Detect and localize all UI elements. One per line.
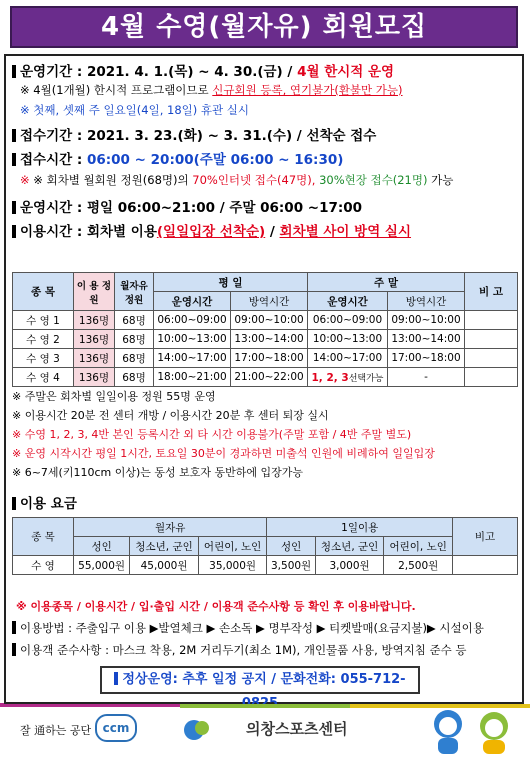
row-weekend-op: 14:00~17:00 [308,349,388,368]
page-title: 4월 수영(월자유) 회원모집 [10,6,518,48]
fee-value: 55,000원 [74,556,130,575]
operation-hours: 운영시간 : 평일 06:00~21:00 / 주말 06:00 ~17:00 [12,196,362,216]
schedule-header-we-op: 운영시간 [308,292,388,311]
row-note [465,330,518,349]
schedule-table [12,272,518,387]
row-weekday-dis: 17:00~18:00 [231,349,308,368]
corporation-logo-icon [182,718,212,742]
row-monthly-capacity: 68명 [115,349,154,368]
fee-header-note: 비고 [453,518,518,556]
row-weekend-op: 06:00~09:00 [308,311,388,330]
schedule-header-weekday: 평 일 [154,273,308,292]
row-weekday-dis: 13:00~14:00 [231,330,308,349]
quota-note: ※ ※ 회차별 월회원 정원(68명)의 70%인터넷 접수(47명), 30%현장 접수(21명) 가능 [20,173,454,187]
row-weekend-dis: 17:00~18:00 [387,349,464,368]
row-weekend-dis: - [387,368,464,387]
row-weekday-dis: 09:00~10:00 [231,311,308,330]
user-rules: 이용객 준수사항 : 마스크 착용, 2M 거리두기(최소 1M), 개인물품 사용, 방역지침 준수 등 [12,642,467,658]
sports-center-name: 의창스포츠센터 [246,720,348,738]
note-weekend-capacity: ※ 주말은 회차별 일일이용 정원 55명 운영 [12,390,216,403]
row-note [465,349,518,368]
schedule-header-wd-dis: 방역시간 [231,292,308,311]
row-name: 수 영 4 [13,368,74,387]
fee-sub-youth: 청소년, 군인 [130,537,199,556]
note-center-open: ※ 이용시간 20분 전 센터 개방 / 이용시간 20분 후 센터 퇴장 실시 [12,409,329,422]
fee-sub-adult-daily: 성인 [267,537,315,556]
note-late-entry: ※ 운영 시작시간 평일 1시간, 토요일 30분이 경과하면 미출석 인원에 비례하여 일일입장 [12,447,435,460]
row-capacity: 136명 [74,311,115,330]
schedule-header-we-dis: 방역시간 [387,292,464,311]
table-row [13,368,518,387]
note-time-restriction: ※ 수영 1, 2, 3, 4반 본인 등록시간 외 타 시간 이용불가(주말 포함 / 4반 주말 별도) [12,428,412,441]
footer-slogan: 잘 通하는 공단 [20,724,92,737]
fee-value-note [453,556,518,575]
mascot-right-icon [474,708,514,756]
registration-period: 접수기간 : 2021. 3. 23.(화) ~ 3. 31.(수) / 선착순 접수 [12,124,376,144]
operation-period: 운영기간 : 2021. 4. 1.(목) ~ 4. 30.(금) / 4월 한시적 운영 [12,60,394,80]
footer [0,708,530,759]
fee-row-name: 수 영 [13,556,74,575]
row-weekday-op: 14:00~17:00 [154,349,231,368]
usage-notice: ※ 이용종목 / 이용시간 / 입·출입 시간 / 이용객 준수사항 등 확인 후 이용바랍니다. [16,600,416,613]
row-weekday-dis: 21:00~22:00 [231,368,308,387]
row-note [465,368,518,387]
registration-time: 접수시간 : 06:00 ~ 20:00(주말 06:00 ~ 16:30) [12,148,343,168]
fee-header-monthly: 월자유 [74,518,267,537]
table-row [13,556,518,575]
row-monthly-capacity: 68명 [115,330,154,349]
row-name: 수 영 3 [13,349,74,368]
row-name: 수 영 2 [13,330,74,349]
note-children: ※ 6~7세(키110cm 이상)는 동성 보호자 동반하에 입장가능 [12,466,304,479]
schedule-header-monthly-capacity: 월자유 정원 [115,273,154,311]
ccm-logo: ccm [95,714,137,742]
row-name: 수 영 1 [13,311,74,330]
table-row [13,349,518,368]
row-monthly-capacity: 68명 [115,311,154,330]
fee-table [12,517,518,575]
table-row [13,311,518,330]
table-row [13,330,518,349]
row-capacity: 136명 [74,368,115,387]
fee-value: 45,000원 [130,556,199,575]
fee-value: 3,000원 [315,556,384,575]
row-weekday-op: 06:00~09:00 [154,311,231,330]
fee-sub-youth-daily: 청소년, 군인 [315,537,384,556]
mascot-left-icon [430,708,466,756]
row-weekend-dis: 13:00~14:00 [387,330,464,349]
fee-header-daily: 1일이용 [267,518,453,537]
schedule-header-capacity: 이 용 정 원 [74,273,115,311]
fee-sub-child: 어린이, 노인 [198,537,267,556]
row-monthly-capacity: 68명 [115,368,154,387]
usage-hours: 이용시간 : 회차별 이용(일일입장 선착순) / 회차별 사이 방역 실시 [12,220,411,240]
fee-title: 이용 요금 [12,492,77,512]
row-note [465,311,518,330]
row-weekday-op: 10:00~13:00 [154,330,231,349]
fee-sub-adult: 성인 [74,537,130,556]
fee-value: 35,000원 [198,556,267,575]
fee-sub-child-daily: 어린이, 노인 [384,537,453,556]
usage-method: 이용방법 : 주출입구 이용 ▶발열체크 ▶ 손소독 ▶ 명부작성 ▶ 티켓발매(요금지불)▶ 시설이용 [12,620,484,636]
row-capacity: 136명 [74,330,115,349]
row-weekend-dis: 09:00~10:00 [387,311,464,330]
period-note: ※ 4월(1개월) 한시적 프로그램이므로 신규회원 등록, 연기불가(환불만 가능) [20,83,403,97]
fee-value: 2,500원 [384,556,453,575]
schedule-header-note: 비 고 [465,273,518,311]
schedule-header-item: 종 목 [13,273,74,311]
row-weekend-op: 10:00~13:00 [308,330,388,349]
schedule-header-weekend: 주 말 [308,273,465,292]
row-weekend-op: 1, 2, 3선택가능 [308,368,388,387]
fee-value: 3,500원 [267,556,315,575]
row-capacity: 136명 [74,349,115,368]
schedule-header-wd-op: 운영시간 [154,292,231,311]
contact-box: 정상운영: 추후 일정 공지 / 문화전화: 055-712- [100,666,420,694]
fee-header-item: 종 목 [13,518,74,556]
row-weekday-op: 18:00~21:00 [154,368,231,387]
closed-note: ※ 첫째, 셋째 주 일요일(4일, 18일) 휴관 실시 [20,103,249,117]
